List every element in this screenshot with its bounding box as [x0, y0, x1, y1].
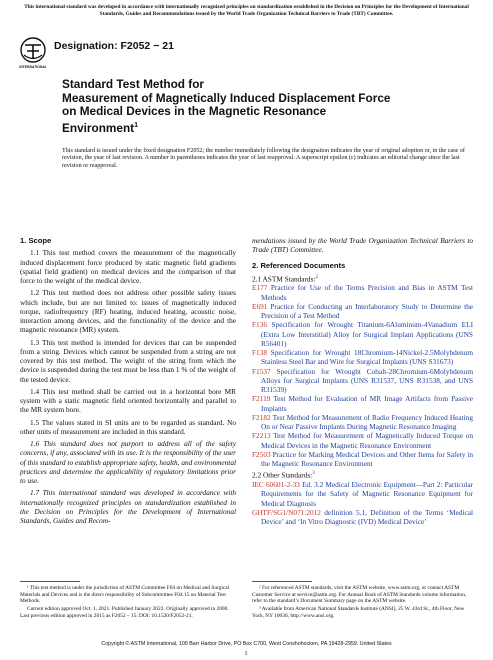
right-column	[252, 236, 473, 526]
reference-code-link[interactable]: GHTF/SG1/N071:2012	[252, 507, 321, 517]
reference-item	[252, 431, 473, 450]
reference-item	[252, 508, 473, 527]
title-line-3: on Medical Devices in the Magnetic Resonance	[62, 104, 327, 119]
reference-code-link[interactable]: F2182	[252, 412, 271, 422]
reference-code-link[interactable]: E691	[252, 301, 268, 311]
reference-title-link[interactable]: Test Method for Measurement of Magnetically Induced Torque on Medical Devices in the Magnetic Resonance Environment	[261, 431, 473, 450]
designation: Designation: F2052 − 21	[54, 40, 174, 52]
reference-title-link[interactable]: Specification for Wrought Titanium-6Aluminum-4Vanadium ELI (Extra Low Interstitial) Alloy for Surgical Implant Applications (UNS R56401)	[261, 320, 473, 348]
scope-para-1-2: 1.2 This test method does not address other possible safety issues which include, but are not limited to: issues of magnetically induced torque, radiofrequency (RF) heating, induced heating, acoustic noise, interaction among devices, and the functionality of the device and the magnetic resonance (MR) system.	[20, 288, 236, 335]
page-number: 1	[244, 650, 248, 657]
astm-reference-list	[252, 283, 473, 468]
scope-para-1-4: 1.4 This test method shall be carried out in a horizontal bore MR system with a static magnetic field oriented horizontally and parallel to the MR system bore.	[20, 386, 236, 415]
reference-item	[252, 480, 473, 508]
reference-code-link[interactable]: F2119	[252, 394, 271, 404]
footnotes-left	[20, 581, 236, 621]
scope-para-1-7: 1.7 This international standard was developed in accordance with internationally recognized principles on standardization established in the Decision on Principles for the Development of International Standards, Guides and Recom-	[20, 488, 236, 525]
scope-heading: 1. Scope	[20, 236, 52, 245]
title-line-1: Standard Test Method for	[62, 77, 205, 91]
issued-note: This standard is issued under the fixed designation F2052; the number immediately following the designation indicates the year of original adoption or, in the case of revision, the year of last revision. A number in parentheses indicates the year of last reapproval. A superscript epsilon (ε) indicates an editorial change since the last revision or reapproval.	[62, 148, 465, 169]
reference-item	[252, 450, 473, 469]
footnote-1: ¹ This test method is under the jurisdiction of ASTM Committee F04 on Medical and Surgical Materials and Devices and is the direct responsibility of Subcommittee F04.15 on Material Test Methods.	[20, 585, 230, 604]
reference-code-link[interactable]: F2213	[252, 431, 271, 441]
footnote-2: ² For referenced ASTM standards, visit the ASTM website, www.astm.org, or contact ASTM Customer Service at service@astm.org. For Annual Book of ASTM Standards volume information, refer to the standard’s Document Summary page on the ASTM website.	[252, 585, 467, 604]
reference-item	[252, 413, 473, 432]
document-title	[62, 78, 462, 135]
footnote-edition: Current edition approved Oct. 1, 2021. Published January 2022. Originally approved in 2000. Last previous edition approved in 2015 as F2052 – 15. DOI: 10.1520/F2052-21.	[20, 606, 229, 619]
astm-standards-label: 2.1 ASTM Standards:$^2$	[252, 274, 318, 284]
reference-title-link[interactable]: Practice for Use of the Terms Precision and Bias in ASTM Test Methods	[261, 283, 474, 302]
logo-text: INTERNATIONAL	[19, 65, 47, 69]
reference-item	[252, 367, 473, 395]
reference-code-link[interactable]: F2503	[252, 449, 271, 459]
tbt-notice: This international standard was developed in accordance with internationally recognized principles on standardization established in the Decision on Principles for the Development of International Standards, Guides and Recommendations issued by the World Trade Organization Technical Barriers to Trade (TBT) Committee.	[24, 4, 469, 17]
reference-title-link[interactable]: Practice for Conducting an Interlaboratory Study to Determine the Precision of a Test Method	[261, 301, 474, 321]
footnote-3: ³ Available from American National Standards Institute (ANSI), 25 W. 43rd St., 4th Floor, New York, NY 10036, http://www.ansi.org.	[252, 606, 465, 619]
scope-continuation: mendations issued by the World Trade Organization Technical Barriers to Trade (TBT) Committee.	[252, 236, 473, 255]
reference-title-link[interactable]: Specification for Wrought Cobalt-28Chromium-6Molybdenum Alloys for Surgical Implants (UNS R31537, UNS R31538, and UNS R31539)	[261, 366, 473, 395]
reference-title-link[interactable]: Ed. 3.2 Medical Electronic Equipment—Part 2: Particular Requirements for the Safety of Magnetic Resonance Equipment for Medical Diagnosis	[261, 480, 473, 508]
reference-item	[252, 320, 473, 348]
left-column	[20, 236, 236, 528]
reference-code-link[interactable]: F1537	[252, 366, 271, 376]
title-footnote-mark: 1	[134, 121, 139, 129]
footnotes-right	[252, 581, 473, 621]
astm-international-logo	[18, 37, 48, 71]
reference-code-link[interactable]: F136	[252, 320, 268, 330]
scope-para-1-6: 1.6 This standard does not purport to address all of the safety concerns, if any, associated with its use. It is the responsibility of the user of this standard to establish appropriate safety, health, and environmental practices and determine the applicability of regulatory limitations prior to use.	[20, 439, 236, 485]
reference-code-link[interactable]: F138	[252, 348, 268, 358]
scope-para-1-1: 1.1 This test method covers the measurement of the magnetically induced displacement force produced by static magnetic field gradients (spatial field gradient) on medical devices and the comparison of that force to the weight of the medical device.	[20, 248, 236, 285]
reference-title-link[interactable]: Test Method for Evaluation of MR Image Artifacts from Passive Implants	[261, 394, 473, 413]
title-line-4: Environment$^1$	[62, 120, 139, 135]
references-heading: 2. Referenced Documents	[252, 260, 346, 270]
reference-title-link[interactable]: definition 5.1, Definition of the Terms ‘Medical Device’ and ‘In Vitro Diagnostic (IVD) Medical Device’	[261, 507, 473, 527]
reference-code-link[interactable]: E177	[252, 283, 268, 293]
reference-title-link[interactable]: Practice for Marking Medical Devices and Other Items for Safety in the Magnetic Resonance Environment	[261, 449, 473, 469]
reference-title-link[interactable]: Specification for Wrought 18Chromium-14Nickel-2.5Molybdenum Stainless Steel Bar and Wire for Surgical Implants (UNS S31673)	[261, 348, 473, 367]
title-line-2: Measurement of Magnetically Induced Displacement Force	[62, 90, 391, 105]
reference-code-link[interactable]: IEC 60601-2-33	[252, 480, 300, 490]
scope-para-1-3: 1.3 This test method is intended for devices that can be suspended from a string. Devices which cannot be suspended from a string are not covered by this test method. The weight of the string from which the device is suspended during the test must be less than 1 % of the weight of the tested device.	[20, 337, 236, 384]
reference-item	[252, 283, 473, 302]
reference-item	[252, 302, 473, 321]
other-reference-list	[252, 480, 473, 526]
scope-para-1-5: 1.5 The values stated in SI units are to be regarded as standard. No other units of measurement are included in this standard.	[20, 417, 236, 436]
reference-item	[252, 394, 473, 413]
other-standards-label: 2.2 Other Standards:$^3$	[252, 470, 315, 480]
reference-title-link[interactable]: Test Method for Measurement of Radio Frequency Induced Heating On or Near Passive Implants During Magnetic Resonance Imaging	[261, 412, 473, 432]
reference-item	[252, 348, 473, 367]
copyright-footer: Copyright © ASTM International, 100 Barr Harbor Drive, PO Box C700, West Conshohocken, PA 19428-2959. United States	[101, 641, 392, 647]
